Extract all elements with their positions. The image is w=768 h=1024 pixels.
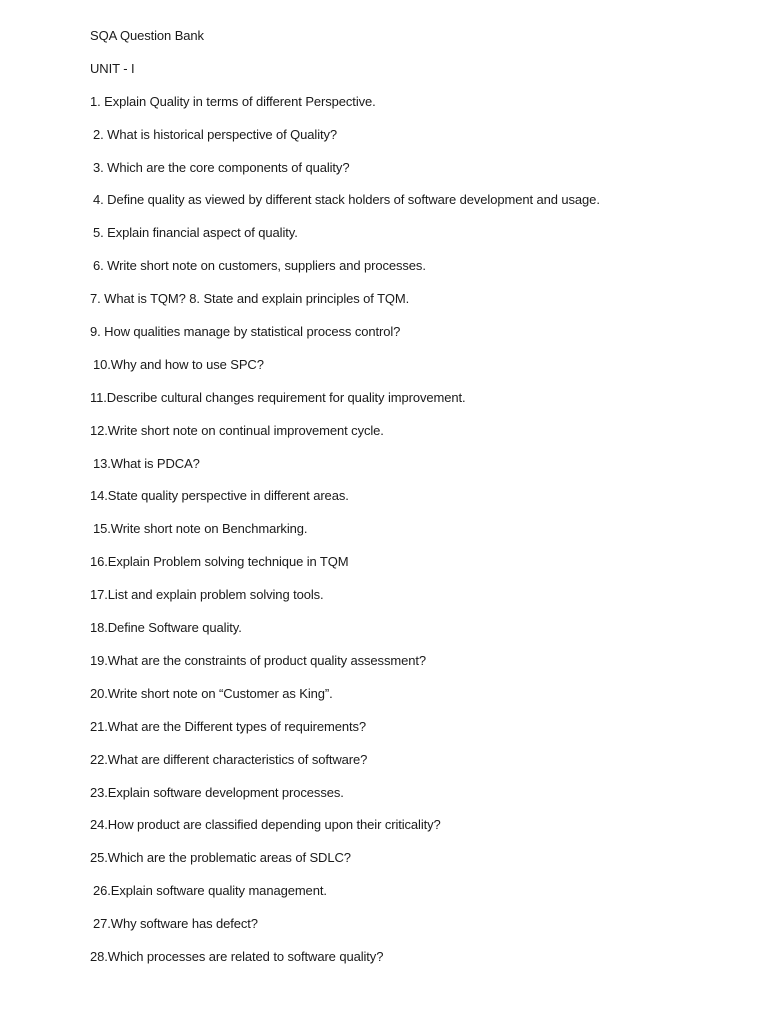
question-22: 22.What are different characteristics of software?	[90, 752, 368, 767]
question-19: 19.What are the constraints of product quality assessment?	[90, 653, 426, 668]
question-6: 6. Write short note on customers, suppliers and processes.	[93, 258, 426, 273]
question-1: 1. Explain Quality in terms of different Perspective.	[90, 94, 376, 109]
question-11: 11.Describe cultural changes requirement for quality improvement.	[90, 390, 466, 405]
question-5: 5. Explain financial aspect of quality.	[93, 225, 298, 240]
question-26: 26.Explain software quality management.	[93, 883, 327, 898]
question-14: 14.State quality perspective in different areas.	[90, 488, 349, 503]
question-27: 27.Why software has defect?	[93, 916, 258, 931]
question-3: 3. Which are the core components of quality?	[93, 160, 350, 175]
question-10: 10.Why and how to use SPC?	[93, 357, 264, 372]
question-15: 15.Write short note on Benchmarking.	[93, 521, 308, 536]
question-21: 21.What are the Different types of requirements?	[90, 719, 367, 734]
document-title: SQA Question Bank	[90, 28, 204, 43]
question-12: 12.Write short note on continual improvement cycle.	[90, 423, 384, 438]
question-16: 16.Explain Problem solving technique in TQM	[90, 554, 349, 569]
question-24: 24.How product are classified depending upon their criticality?	[90, 817, 441, 832]
question-17: 17.List and explain problem solving tools.	[90, 587, 324, 602]
question-13: 13.What is PDCA?	[93, 456, 200, 471]
question-18: 18.Define Software quality.	[90, 620, 242, 635]
question-23: 23.Explain software development processes.	[90, 785, 344, 800]
question-2: 2. What is historical perspective of Quality?	[93, 127, 338, 142]
unit-heading: UNIT - I	[90, 61, 135, 76]
question-4: 4. Define quality as viewed by different stack holders of software development and usage.	[93, 192, 600, 207]
question-20: 20.Write short note on “Customer as King”.	[90, 686, 333, 701]
question-9: 9. How qualities manage by statistical process control?	[90, 324, 401, 339]
question-25: 25.Which are the problematic areas of SDLC?	[90, 850, 351, 865]
question-28: 28.Which processes are related to software quality?	[90, 949, 384, 964]
question-7-8: 7. What is TQM? 8. State and explain principles of TQM.	[90, 291, 410, 306]
